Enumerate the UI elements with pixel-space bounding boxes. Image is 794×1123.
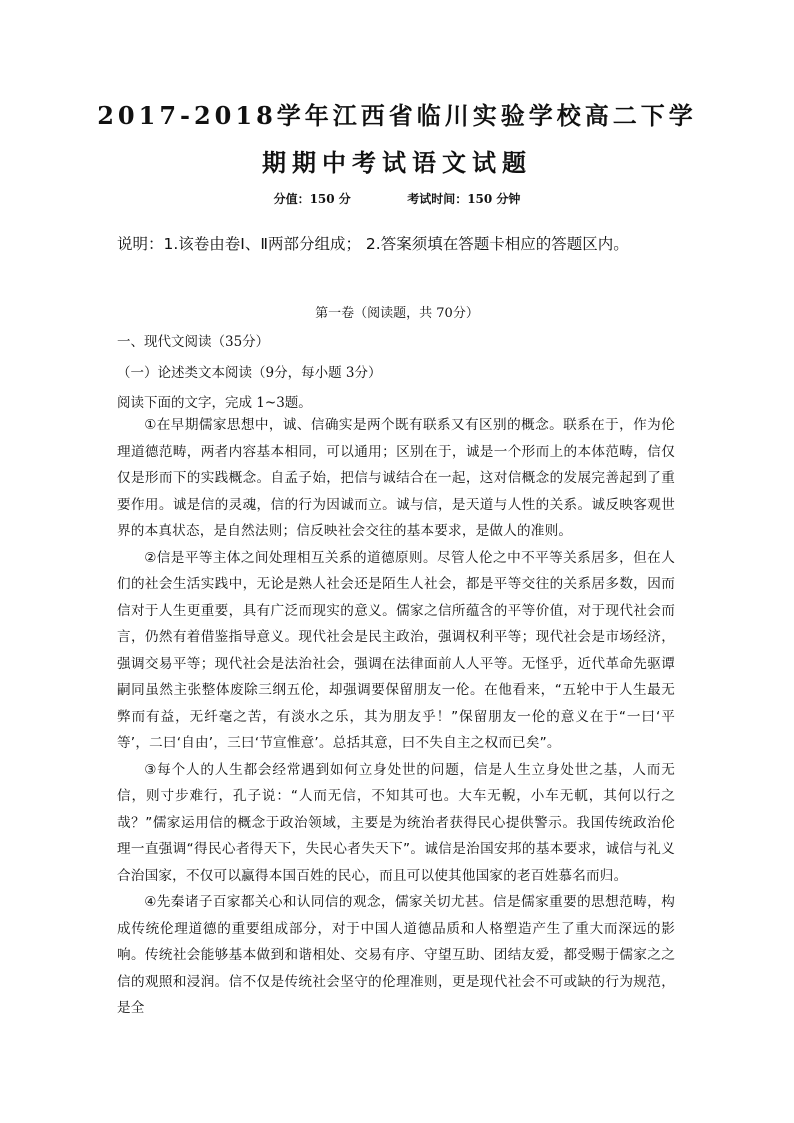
part-heading: 一、现代文阅读（35分） (117, 334, 270, 350)
passage-paragraph-1: ①在早期儒家思想中，诚、信确实是两个既有联系又有区别的概念。联系在于，作为伦理道德范畴，两者内容基本相同，可以通用；区别在于，诚是一个形而上的本体范畴，信仅仅是形而下的实践概念。自孟子始，把信与诚结合在一起，这对信概念的发展完善起到了重要作用。诚是信的灵魂，信的行为因诚而立。诚与信，是天道与人性的关系。诚反映客观世界的本真状态，是自然法则；信反映社会交往的基本要求，是做人的准则。 (117, 417, 675, 539)
section-title: 第一卷（阅读题，共 70分） (315, 306, 479, 321)
passage-paragraph-3: ③每个人的人生都会经常遇到如何立身处世的问题，信是人生立身处世之基，人而无信，则寸步难行，孔子说：“人而无信，不知其可也。大车无輗，小车无軏，其何以行之哉？”儒家运用信的概念于政治领域，主要是为统治者获得民心提供警示。我国传统政治伦理一直强调“得民心者得天下，失民心者失天下”。诚信是治国安邦的基本要求，诚信与礼义合治国家，不仅可以赢得本国百姓的民心，而且可以使其他国家的老百姓慕名而归。 (117, 761, 675, 884)
exam-title-line-2: 期期中考试语文试题 (262, 148, 532, 177)
score-label: 分值：150 分 (273, 192, 351, 206)
time-label: 考试时间：150 分钟 (407, 192, 521, 206)
exam-title-line-1: 2017-2018学年江西省临川实验学校高二下学 (97, 101, 697, 130)
instructions-text: 说明：1.该卷由卷Ⅰ、Ⅱ两部分组成； 2.答案须填在答题卡相应的答题区内。 (117, 235, 629, 253)
passage-paragraph-4: ④先秦诸子百家都关心和认同信的观念，儒家关切尤甚。信是儒家重要的思想范畴，构成传统伦理道德的重要组成部分，对于中国人道德品质和人格塑造产生了重大而深远的影响。传统社会能够基本做到和谐相处、交易有序、守望互助、团结友爱，都受赐于儒家之之信的观照和浸润。信不仅是传统社会坚守的伦理准则，更是现代社会不可或缺的行为规范，是全 (117, 894, 675, 1016)
subpart-heading: （一）论述类文本阅读（9分，每小题 3分） (117, 365, 382, 381)
passage-paragraph-2: ②信是平等主体之间处理相互关系的道德原则。尽管人伦之中不平等关系居多，但在人们的社会生活实践中，无论是熟人社会还是陌生人社会，都是平等交往的关系居多数，因而信对于人生更重要，具有广泛而现实的意义。儒家之信所蕴含的平等价值，对于现代社会而言，仍然有着借鉴指导意义。现代社会是民主政治，强调权利平等；现代社会是市场经济，强调交易平等；现代社会是法治社会，强调在法律面前人人平等。无怪乎，近代革命先驱谭嗣同虽然主张整体废除三纲五伦，却强调要保留朋友一伦。在他看来，“五轮中于人生最无弊而有益，无纤毫之苦，有淡水之乐，其为朋友乎！”保留朋友一伦的意义在于“一曰‘平等’，二曰‘自由’，三曰‘节宣惟意’。总括其意，曰不失自主之权而已矣”。 (117, 549, 675, 751)
reading-passage (117, 412, 675, 1022)
exam-meta (0, 190, 794, 207)
reading-direction: 阅读下面的文字，完成 1~3题。 (117, 395, 312, 411)
